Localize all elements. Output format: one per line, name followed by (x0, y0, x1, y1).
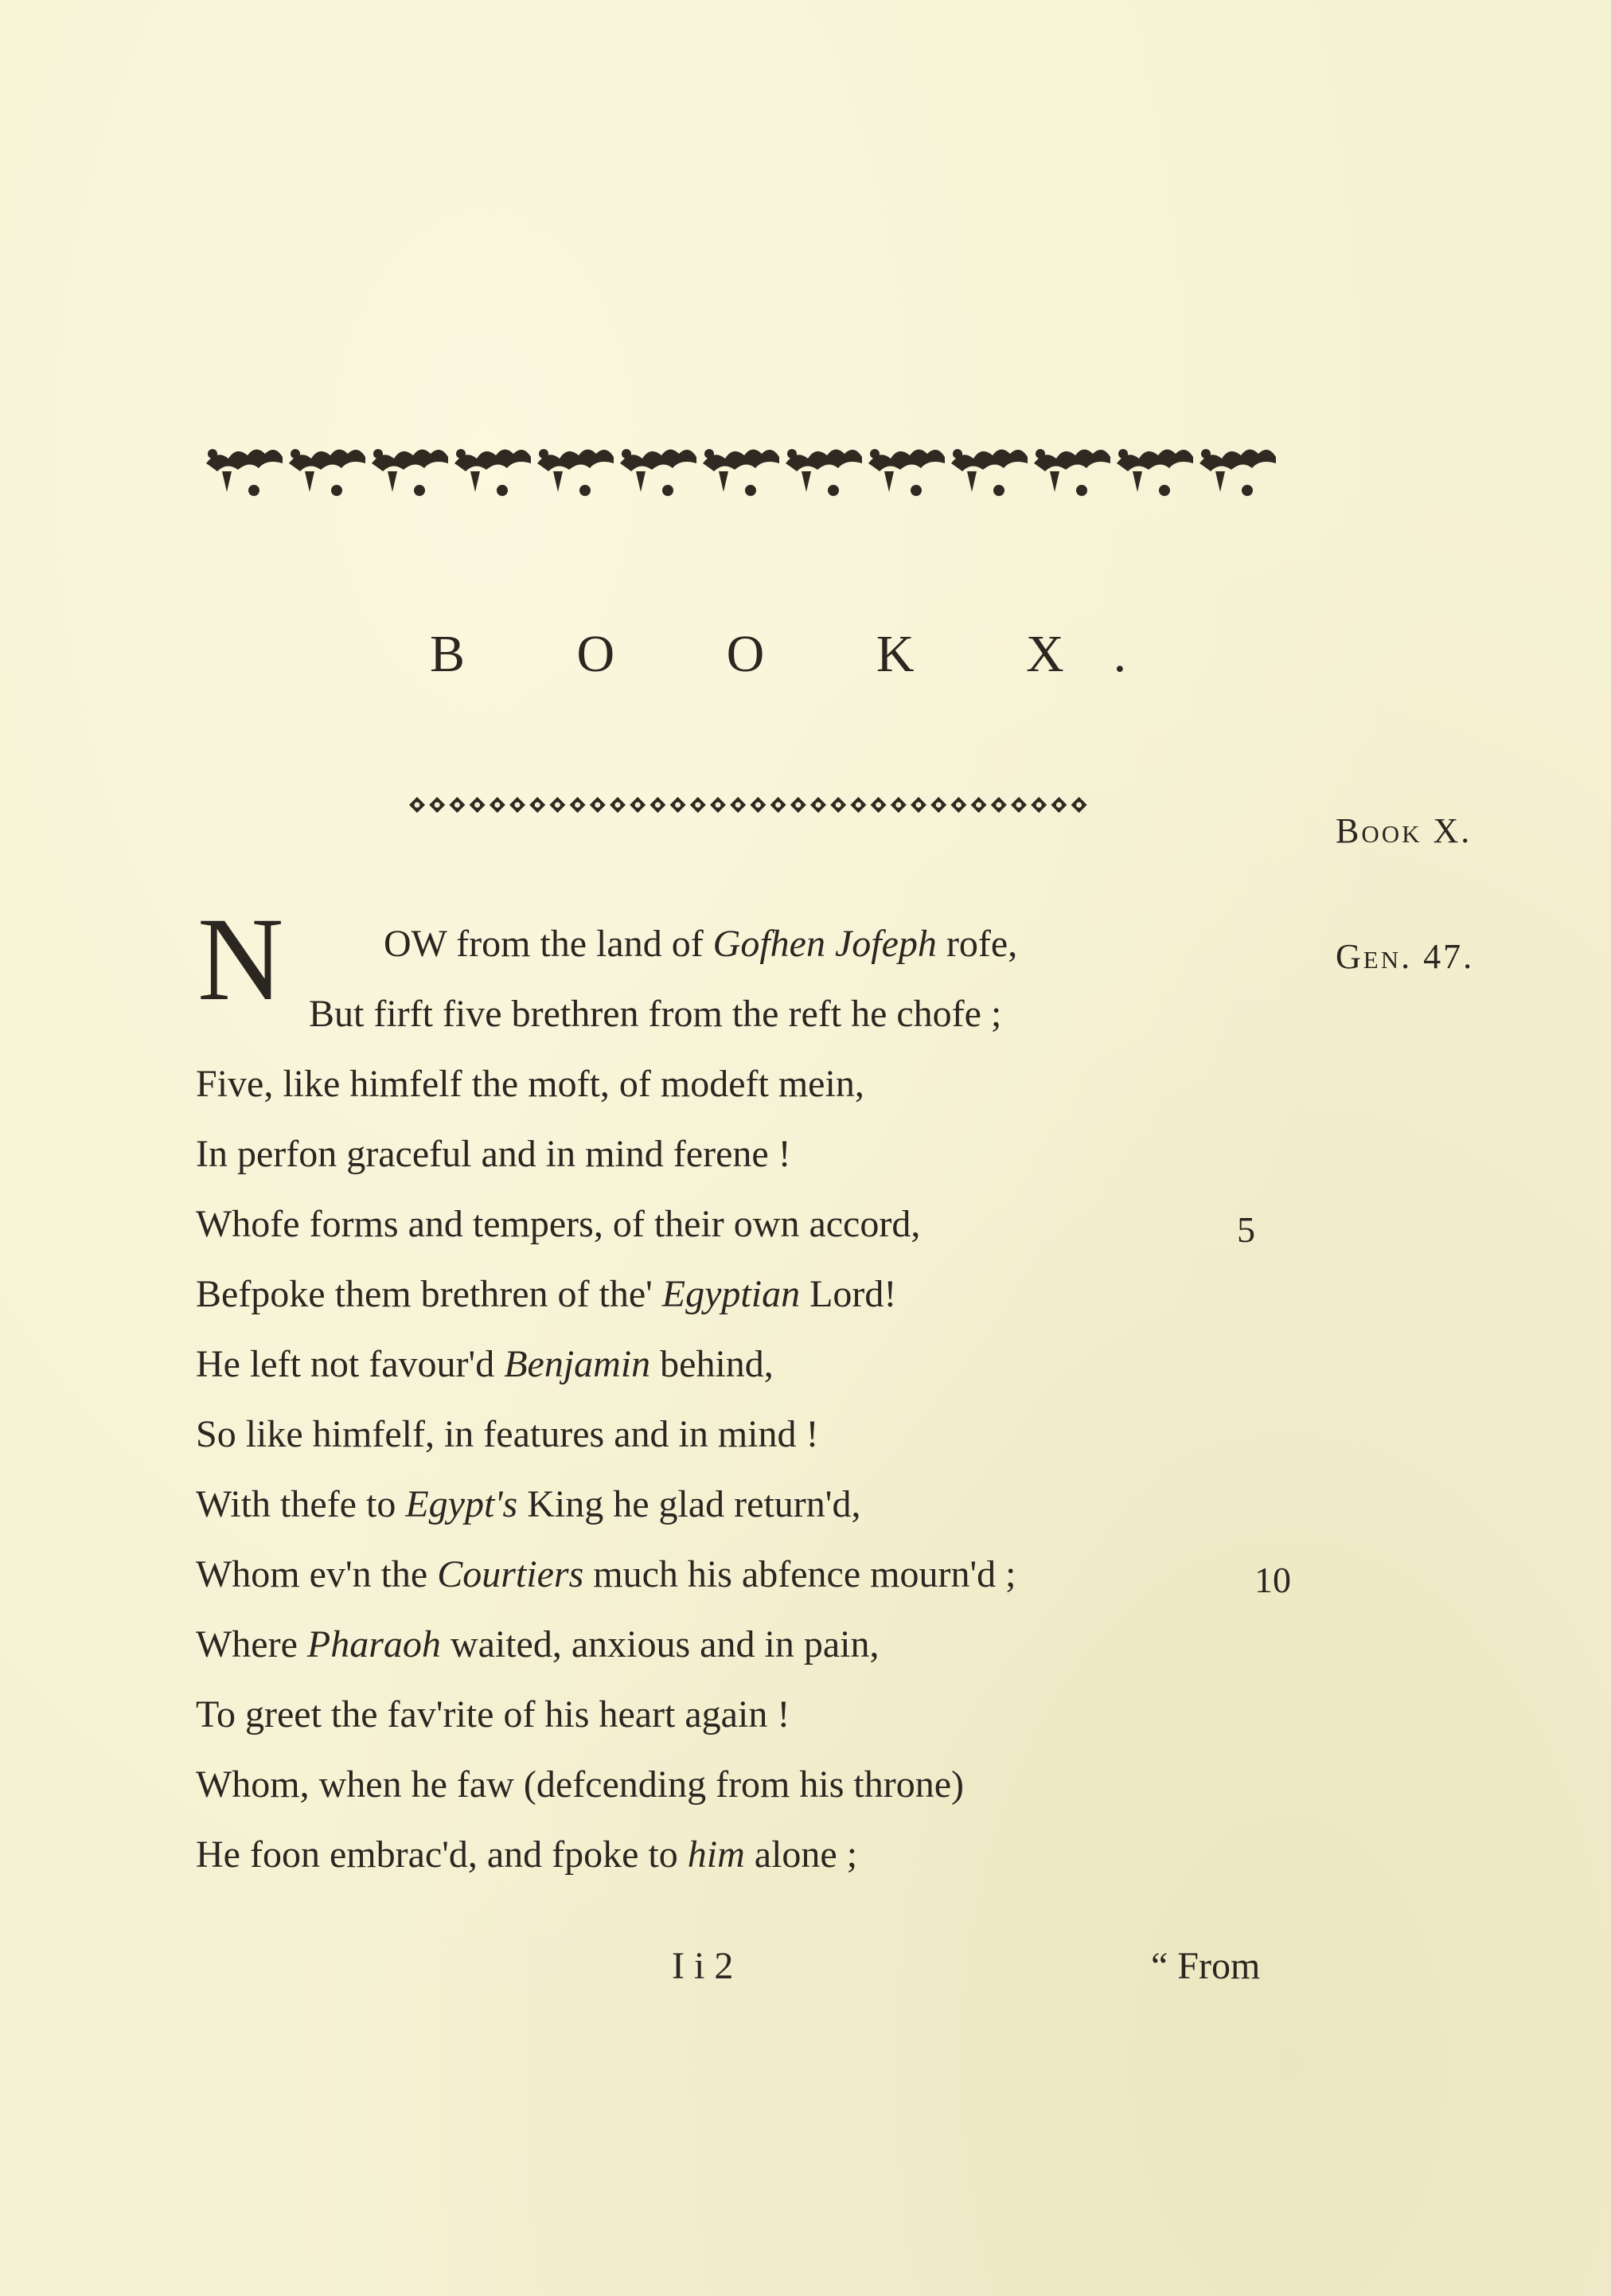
poem-line: Befpoke them brethren of the' Egyptian Lord! (196, 1273, 897, 1315)
margin-note-genesis: Gen. 47. (1336, 937, 1475, 976)
poem-line: So like himfelf, in features and in mind ! (196, 1413, 819, 1455)
margin-note-book: Book X. (1336, 811, 1473, 850)
ornamental-rule (406, 793, 1095, 817)
poem-line: Five, like himfelf the moft, of modeft mein, (196, 1063, 864, 1105)
poem-line: He left not favour'd Benjamin behind, (196, 1343, 774, 1385)
poem-line: In perfon graceful and in mind ferene ! (196, 1133, 791, 1175)
poem-line: OW from the land of Gofhen Jofeph rofe, (384, 923, 1018, 965)
poem-line: But firft five brethren from the reft he chofe ; (309, 993, 1002, 1035)
poem-line: Whom, when he faw (defcending from his throne) (196, 1763, 965, 1806)
signature-mark: I i 2 (672, 1945, 734, 1987)
line-number: 10 (1254, 1560, 1291, 1600)
poem-line: Whofe forms and tempers, of their own accord, (196, 1203, 921, 1245)
fleuron-rule-icon (406, 793, 1095, 817)
book-title: B O O K X. (430, 625, 1176, 683)
poem-line: Where Pharaoh waited, anxious and in pain, (196, 1623, 880, 1665)
poem-line: To greet the fav'rite of his heart again ! (196, 1693, 790, 1736)
poem-line: With thefe to Egypt's King he glad return'd, (196, 1483, 861, 1525)
poem-line: He foon embrac'd, and fpoke to him alone ; (196, 1833, 858, 1876)
ornament-icon (201, 443, 1293, 506)
ornamental-band (201, 443, 1293, 506)
drop-cap: N (197, 893, 284, 1025)
poem-line: Whom ev'n the Courtiers much his abfence mourn'd ; (196, 1553, 1016, 1595)
line-number: 5 (1237, 1209, 1255, 1250)
catchword: “ From (1151, 1945, 1261, 1987)
